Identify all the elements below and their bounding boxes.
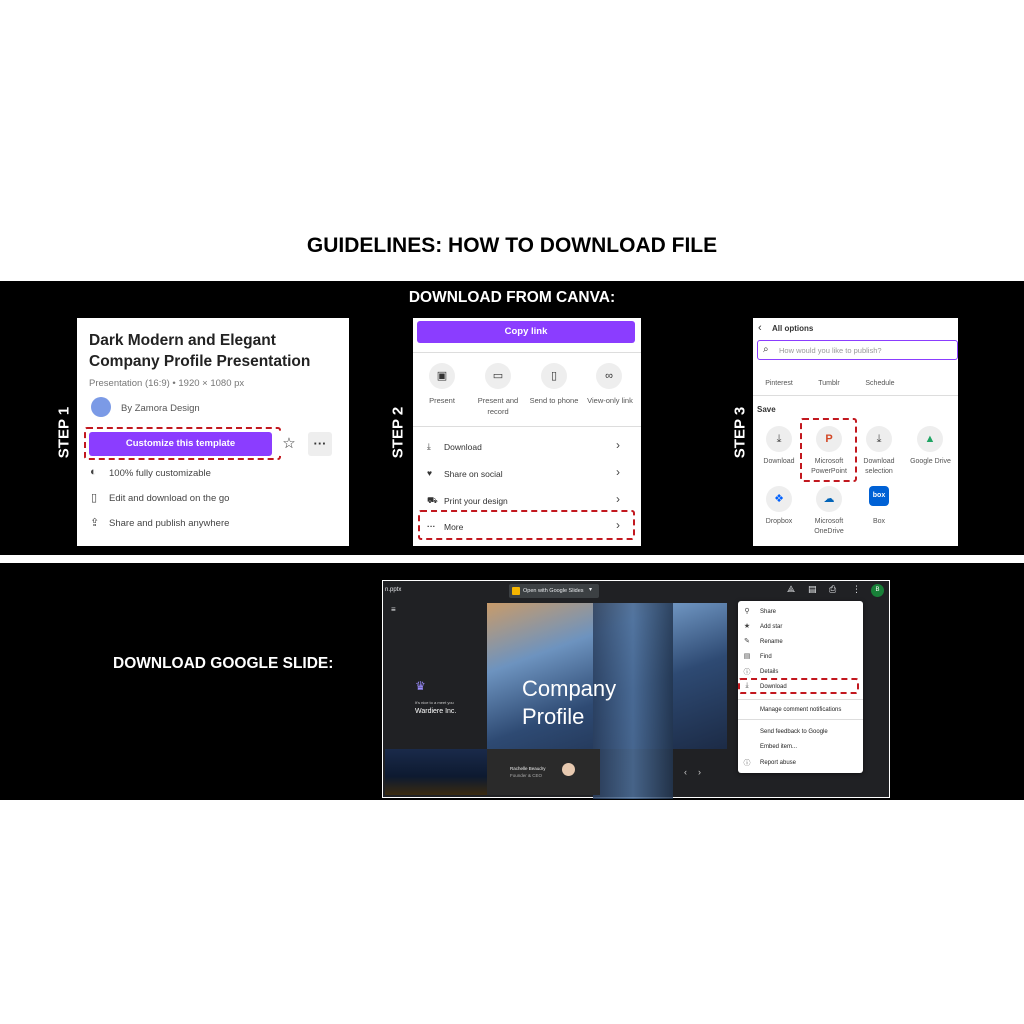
person-avatar bbox=[562, 763, 575, 776]
save-option-label: Google Drive bbox=[910, 458, 951, 465]
search-icon: ⌕ bbox=[763, 344, 769, 355]
menu-item-download[interactable]: Download bbox=[760, 684, 787, 690]
download-selection-icon[interactable]: ⤓ bbox=[866, 426, 892, 452]
chevron-left-icon[interactable]: ‹ bbox=[684, 767, 687, 777]
google-section-label: DOWNLOAD GOOGLE SLIDE: bbox=[113, 655, 334, 672]
copy-link-button[interactable]: Copy link bbox=[417, 321, 635, 343]
search-input[interactable]: How would you like to publish? bbox=[779, 346, 882, 355]
person-name: Rachelle Beaudry bbox=[510, 766, 546, 771]
list-item-share-social[interactable]: Share on social bbox=[444, 469, 503, 479]
download-highlight bbox=[738, 678, 859, 694]
google-slides-section bbox=[0, 563, 1024, 800]
feature-item: Edit and download on the go bbox=[109, 493, 230, 504]
slides-logo-icon bbox=[512, 587, 520, 595]
chevron-right-icon: › bbox=[616, 438, 620, 452]
add-to-drive-icon[interactable]: ⟁ bbox=[787, 584, 796, 594]
list-item-more[interactable]: More bbox=[444, 522, 464, 532]
person-role: Founder & CEO bbox=[510, 773, 543, 778]
menu-item-manage-notifications[interactable]: Manage comment notifications bbox=[760, 707, 842, 713]
download-icon: ⤓ bbox=[427, 441, 431, 451]
share-icon: ⇪ bbox=[90, 517, 100, 529]
chevron-down-icon: ▾ bbox=[589, 587, 593, 593]
chevron-right-icon: › bbox=[616, 492, 620, 506]
feature-item: Share and publish anywhere bbox=[109, 518, 230, 529]
slides-viewer bbox=[382, 580, 890, 798]
link-icon[interactable]: ∞ bbox=[596, 363, 622, 389]
dropbox-icon[interactable]: ❖ bbox=[766, 486, 792, 512]
canva-section bbox=[0, 281, 1024, 555]
menu-item-report-abuse[interactable]: Report abuse bbox=[760, 760, 797, 766]
info-icon: ⓘ bbox=[743, 669, 751, 676]
slide-company: Wardiere Inc. bbox=[415, 708, 457, 715]
more-icon: ··· bbox=[427, 521, 436, 531]
action-label: Send to phone bbox=[529, 396, 579, 405]
save-option-label: OneDrive bbox=[814, 528, 844, 535]
avatar[interactable]: B bbox=[871, 584, 884, 597]
save-option-label: Microsoft bbox=[814, 458, 844, 465]
download-icon: ⤓ bbox=[745, 682, 749, 689]
template-author[interactable]: By Zamora Design bbox=[121, 403, 200, 414]
schedule-label[interactable]: Schedule bbox=[865, 380, 895, 387]
back-icon[interactable]: ‹ bbox=[758, 322, 762, 334]
save-option-label: Download bbox=[763, 458, 795, 465]
save-option-label: Microsoft bbox=[814, 518, 844, 525]
heart-icon: ♥ bbox=[427, 468, 433, 478]
open-with-button[interactable] bbox=[509, 584, 599, 598]
hero-title-line2: Profile bbox=[522, 704, 585, 729]
phone-icon: ▯ bbox=[91, 492, 98, 504]
divider bbox=[738, 719, 863, 720]
document-icon: ▤ bbox=[743, 653, 751, 660]
open-with-label: Open with Google Slides bbox=[523, 588, 584, 594]
comment-icon[interactable]: ▤ bbox=[808, 584, 817, 594]
google-drive-icon[interactable]: ▲ bbox=[917, 426, 943, 452]
menu-item-embed[interactable]: Embed item... bbox=[760, 744, 798, 750]
template-title-line2: Company Profile Presentation bbox=[89, 353, 311, 370]
chevron-right-icon: › bbox=[616, 465, 620, 479]
chevron-right-icon[interactable]: › bbox=[698, 767, 701, 777]
template-meta: Presentation (16:9) • 1920 × 1080 px bbox=[89, 378, 245, 389]
powerpoint-icon[interactable]: P bbox=[816, 426, 842, 452]
step3-label: STEP 3 bbox=[731, 406, 749, 459]
customize-template-button[interactable]: Customize this template bbox=[89, 432, 272, 456]
action-label: record bbox=[487, 407, 509, 416]
person-add-icon: ⚲ bbox=[744, 608, 750, 615]
menu-item-send-feedback[interactable]: Send feedback to Google bbox=[760, 729, 828, 735]
menu-icon[interactable]: ≡ bbox=[391, 605, 396, 614]
info-icon: ⓘ bbox=[743, 760, 751, 767]
hero-title-line1: Company bbox=[522, 676, 617, 701]
viewer-filename: n.pptx bbox=[385, 587, 402, 593]
present-icon[interactable]: ▣ bbox=[429, 363, 455, 389]
more-icon[interactable]: ··· bbox=[308, 432, 332, 456]
divider bbox=[413, 352, 641, 353]
step2-card bbox=[413, 318, 641, 546]
truck-icon: ⛟ bbox=[427, 495, 438, 505]
all-options-title: All options bbox=[772, 324, 814, 333]
action-label: Present bbox=[429, 396, 455, 405]
print-icon[interactable]: ⎙ bbox=[829, 584, 837, 594]
menu-item-find[interactable]: Find bbox=[760, 654, 772, 660]
box-icon[interactable]: box bbox=[869, 486, 889, 506]
record-icon[interactable]: ▭ bbox=[485, 363, 511, 389]
onedrive-icon[interactable]: ☁ bbox=[816, 486, 842, 512]
palette-icon: ◐ bbox=[90, 466, 97, 478]
save-option-label: selection bbox=[865, 468, 893, 475]
tumblr-label[interactable]: Tumblr bbox=[818, 380, 840, 387]
pencil-icon: ✎ bbox=[744, 638, 750, 645]
download-icon[interactable]: ⤓ bbox=[766, 426, 792, 452]
brand-logo-icon: ♛ bbox=[415, 679, 426, 693]
menu-item-rename[interactable]: Rename bbox=[760, 639, 783, 645]
list-item-print[interactable]: Print your design bbox=[444, 496, 508, 506]
star-icon: ★ bbox=[743, 623, 751, 630]
more-vert-icon[interactable]: ⋮ bbox=[852, 584, 861, 594]
divider bbox=[753, 395, 958, 396]
menu-item-add-star[interactable]: Add star bbox=[760, 624, 783, 630]
divider bbox=[413, 426, 641, 427]
chevron-right-icon: › bbox=[616, 518, 620, 532]
feature-item: 100% fully customizable bbox=[109, 468, 211, 479]
canva-section-label: DOWNLOAD FROM CANVA: bbox=[408, 289, 616, 306]
menu-item-share[interactable]: Share bbox=[760, 609, 777, 615]
action-label: Present and bbox=[477, 396, 519, 405]
menu-item-details[interactable]: Details bbox=[760, 669, 779, 675]
save-option-label: Dropbox bbox=[765, 518, 793, 525]
step1-card bbox=[77, 318, 349, 546]
person-card bbox=[487, 749, 600, 795]
star-icon[interactable]: ☆ bbox=[277, 432, 301, 456]
more-menu bbox=[738, 601, 863, 773]
step2-label: STEP 2 bbox=[389, 406, 407, 459]
save-option-label: Box bbox=[872, 518, 886, 525]
page-title: GUIDELINES: HOW TO DOWNLOAD FILE bbox=[306, 234, 718, 257]
save-heading: Save bbox=[757, 405, 776, 414]
zamora-logo-icon bbox=[91, 397, 111, 417]
template-title-line1: Dark Modern and Elegant bbox=[89, 332, 276, 349]
pinterest-label[interactable]: Pinterest bbox=[765, 380, 793, 387]
step1-label: STEP 1 bbox=[55, 406, 73, 459]
divider bbox=[738, 699, 863, 700]
action-label: View-only link bbox=[587, 396, 633, 405]
save-option-label: PowerPoint bbox=[811, 468, 847, 475]
phone-icon[interactable]: ▯ bbox=[541, 363, 567, 389]
list-item-download[interactable]: Download bbox=[444, 442, 482, 452]
step3-card bbox=[753, 318, 958, 546]
slide-tagline: It's nice to a meet you bbox=[415, 700, 454, 705]
save-option-label: Download bbox=[863, 458, 895, 465]
city-image bbox=[385, 749, 488, 795]
